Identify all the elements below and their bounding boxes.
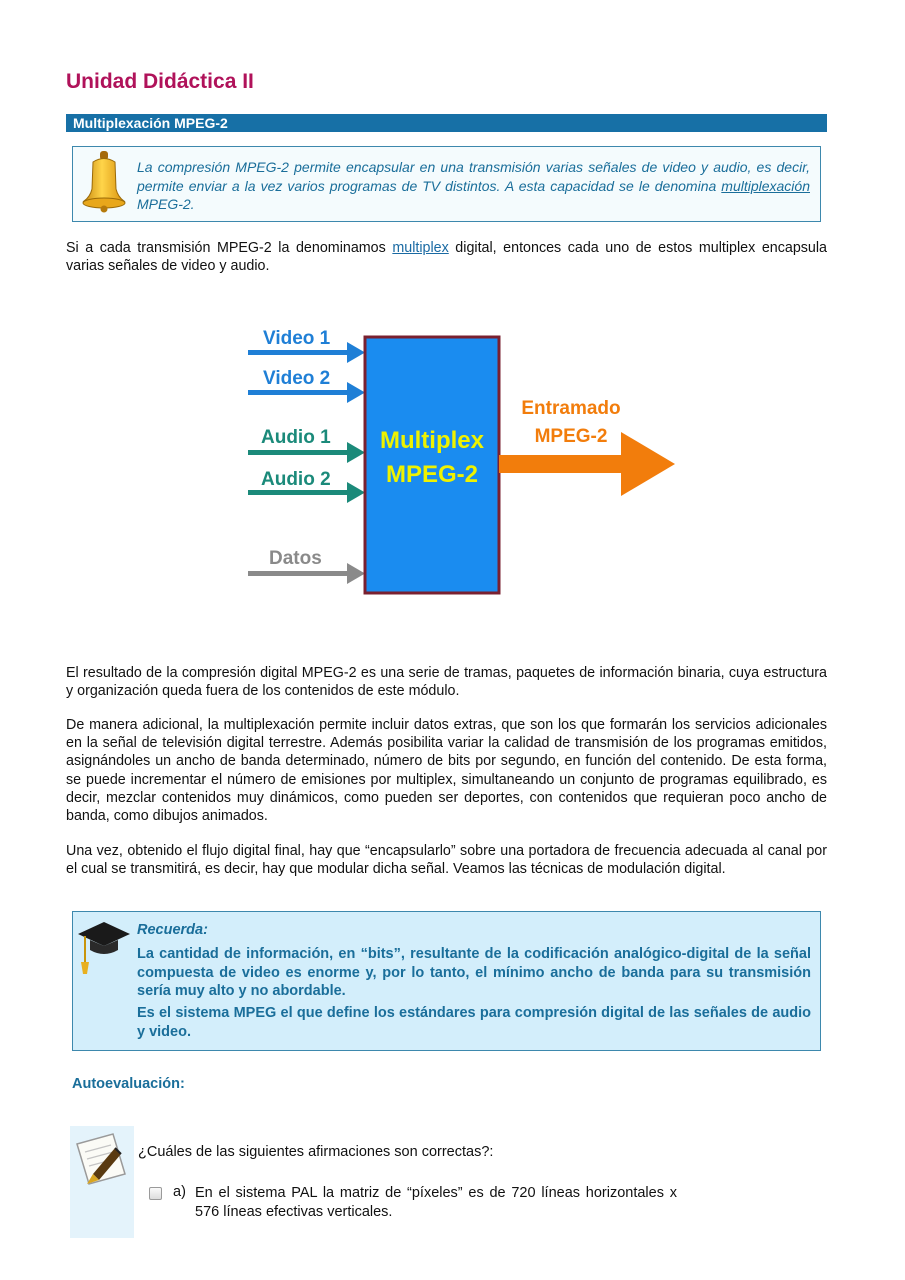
multiplex-link[interactable]: multiplex	[392, 240, 449, 256]
remember-box	[72, 911, 821, 1051]
paragraph-result: El resultado de la compresión digital MPEG-2 es una serie de tramas, paquetes de información binaria, cuya estructura y organización queda fuera de los contenidos de este módulo.	[66, 665, 827, 700]
intro-note-text: La compresión MPEG-2 permite encapsular en una transmisión varias señales de video y audio, es decir, permite enviar a la vez varios programas de TV distintos. A esta capacidad se le denomina multiplexación MPEG-2.	[137, 159, 810, 212]
quiz-option-a	[149, 1184, 679, 1224]
intro-note-box	[72, 146, 821, 222]
pen-paper-icon	[73, 1130, 131, 1188]
quiz-question: ¿Cuáles de las siguientes afirmaciones son correctas?:	[138, 1144, 494, 1160]
label-audio-1: Audio 1	[261, 427, 331, 448]
option-a-text: En el sistema PAL la matriz de “píxeles” es de 720 líneas horizontales x 576 líneas efectivas verticales.	[195, 1185, 677, 1220]
option-a-letter: a)	[173, 1184, 186, 1200]
box-label-line2: MPEG-2	[385, 461, 479, 488]
remember-paragraph-1: La cantidad de información, en “bits”, resultante de la codificación analógico-digital de la señal compuesta de video es enorme y, por lo tanto, el mínimo ancho de banda para su transmisión sería muy alto y no abordable.	[137, 946, 811, 999]
label-datos: Datos	[269, 548, 322, 569]
page-title: Unidad Didáctica II	[66, 70, 254, 93]
output-label-line2: MPEG-2	[534, 426, 608, 447]
graduation-cap-icon	[77, 918, 131, 976]
output-label-line1: Entramado	[521, 398, 621, 419]
remember-paragraph-2: Es el sistema MPEG el que define los estándares para compresión digital de las señales de audio y video.	[137, 1005, 811, 1040]
multiplexacion-term: multiplexación	[721, 177, 810, 194]
paragraph-multiplex: Si a cada transmisión MPEG-2 la denominamos multiplex digital, entonces cada uno de estos multiplex encapsula varias señales de video y audio.	[66, 240, 828, 275]
self-evaluation-title: Autoevaluación:	[72, 1076, 185, 1092]
multiplex-diagram	[243, 320, 683, 605]
label-video-2: Video 2	[263, 368, 331, 389]
label-audio-2: Audio 2	[261, 469, 331, 490]
paragraph-modulation: Una vez, obtenido el flujo digital final, hay que “encapsularlo” sobre una portadora de frecuencia adecuada al canal por el cual se transmitirá, es decir, hay que modular dicha señal. Veamos las técnicas de modulación digital.	[66, 843, 827, 878]
paragraph-additional: De manera adicional, la multiplexación permite incluir datos extras, que son los que formarán los servicios adicionales en la señal de televisión digital terrestre. Además posibilita variar la calidad de transmisión de los programas emitidos, asignándoles un ancho de banda determinado, número de bits por segundo, en función del contenido. De esta forma, se puede incrementar el número de emisiones por multiplex, simultaneando un conjunto de programas equilibrado, es decir, mezclar contenidos muy dinámicos, como pueden ser deportes, con contenidos que requieran poco ancho de banda, como dibujos animados.	[66, 717, 827, 825]
remember-title: Recuerda:	[137, 922, 208, 938]
box-label-line1: Multiplex	[379, 427, 485, 454]
bell-icon	[81, 149, 127, 213]
label-video-1: Video 1	[263, 328, 331, 349]
section-heading: Multiplexación MPEG-2	[66, 114, 827, 132]
option-a-checkbox[interactable]	[149, 1187, 162, 1200]
quiz-icon-panel	[70, 1126, 134, 1238]
